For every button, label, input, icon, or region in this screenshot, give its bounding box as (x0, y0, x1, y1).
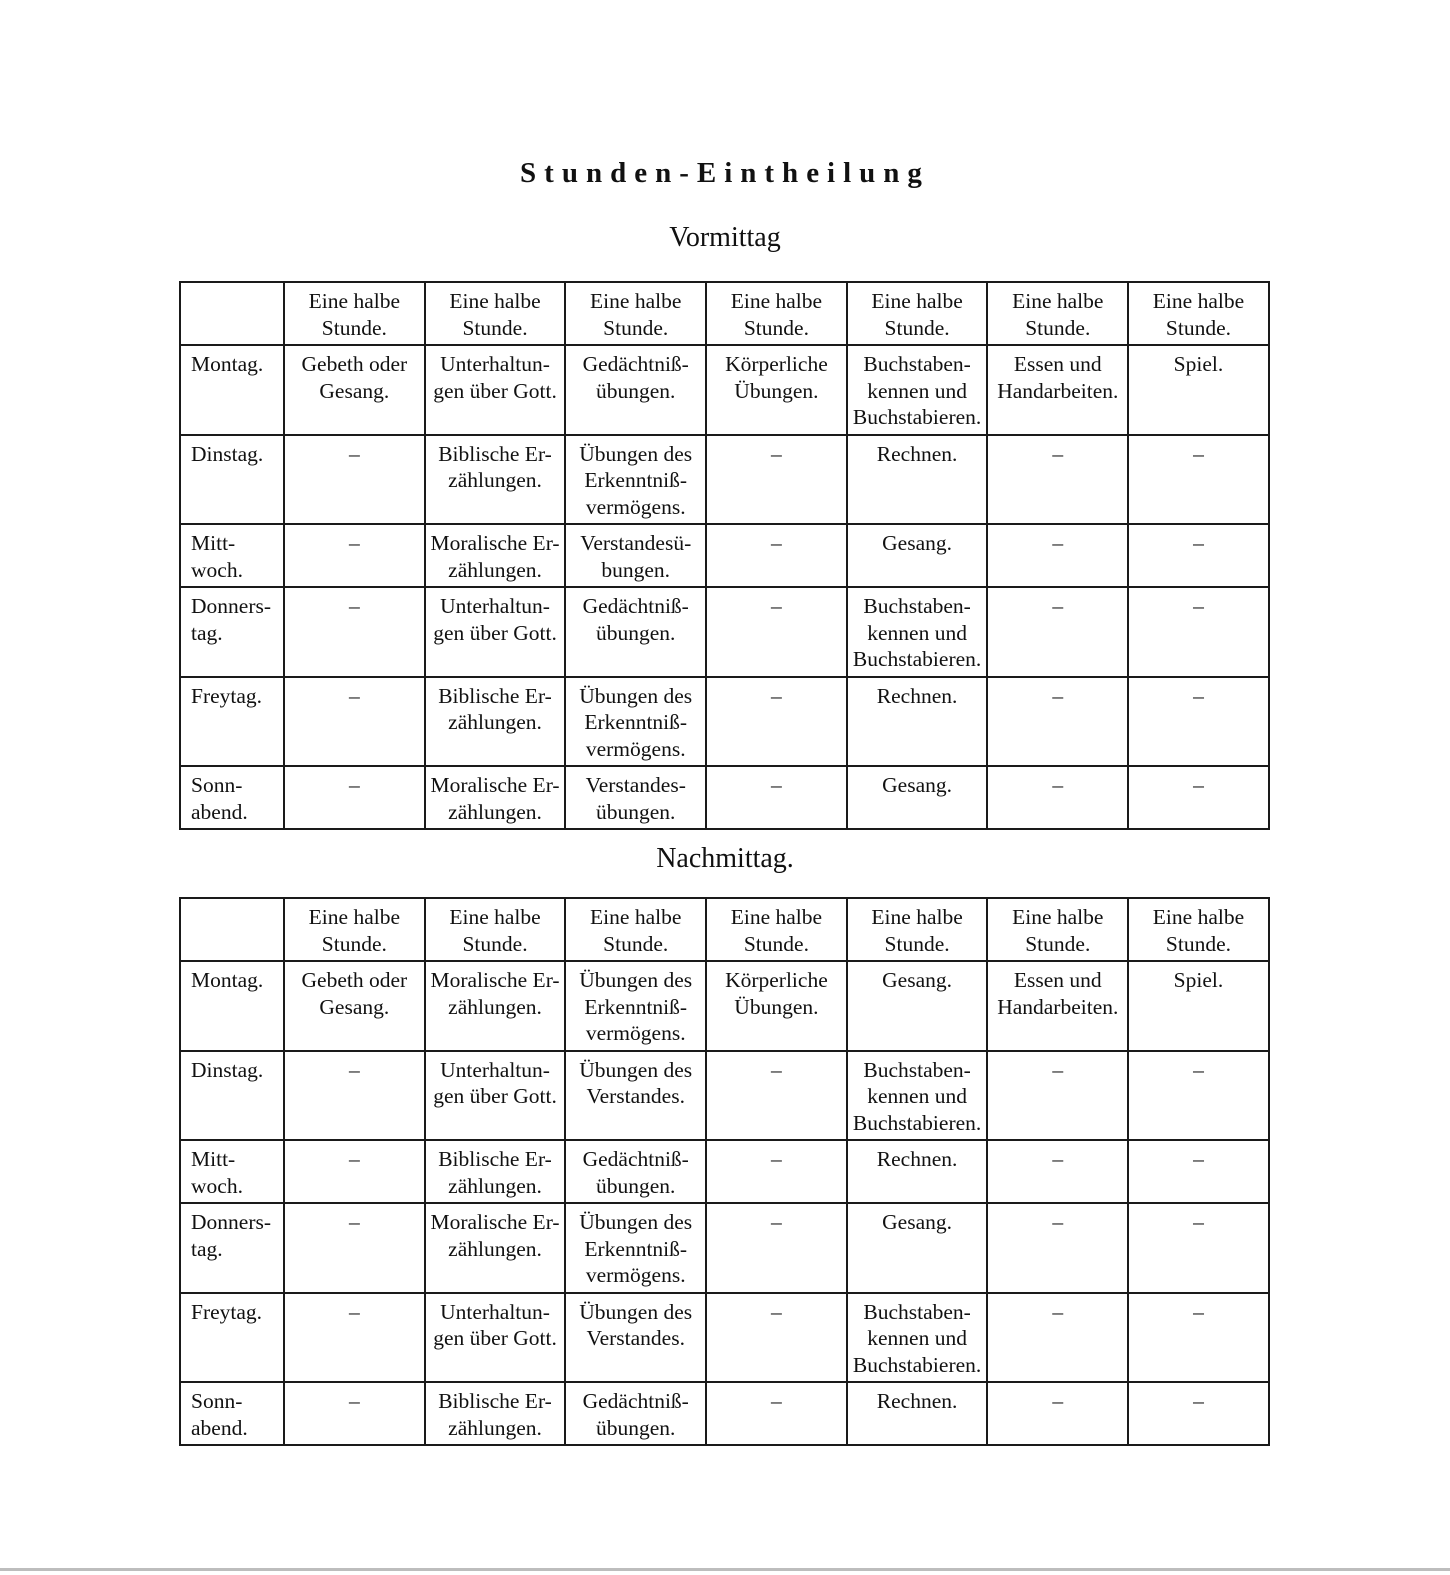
table-cell: – (284, 435, 425, 525)
day-label: Montag. (180, 961, 284, 1051)
header-cell: Eine halbe Stunde. (565, 898, 706, 961)
header-cell: Eine halbe Stunde. (425, 282, 566, 345)
table-cell: – (1128, 1203, 1269, 1293)
table-cell: Gedächtniß- übungen. (565, 345, 706, 435)
table-cell: Rechnen. (847, 1382, 988, 1445)
table-cell: Unterhaltun- gen über Gott. (425, 587, 566, 677)
table-cell: – (1128, 766, 1269, 829)
table-cell: – (706, 435, 847, 525)
table-cell: Rechnen. (847, 1140, 988, 1203)
schedule-table-vormittag (179, 281, 1270, 830)
table-row (180, 766, 1269, 829)
table-cell: Buchstaben- kennen und Buchstabieren. (847, 345, 988, 435)
day-label: Mitt- woch. (180, 524, 284, 587)
table-cell: – (284, 677, 425, 767)
day-label: Donners- tag. (180, 1203, 284, 1293)
table-cell: – (1128, 587, 1269, 677)
table-cell: – (1128, 1051, 1269, 1141)
section-heading-vormittag: Vormittag (669, 222, 781, 253)
table-row (180, 345, 1269, 435)
table-cell: – (706, 524, 847, 587)
table-cell: Übungen des Erkenntniß- vermögens. (565, 1203, 706, 1293)
table-row (180, 524, 1269, 587)
table-cell: – (987, 1140, 1128, 1203)
table-cell: Unterhaltun- gen über Gott. (425, 1293, 566, 1383)
header-cell: Eine halbe Stunde. (1128, 898, 1269, 961)
day-label: Donners- tag. (180, 587, 284, 677)
table-cell: – (987, 1382, 1128, 1445)
table-cell: – (706, 1293, 847, 1383)
table-cell: – (706, 587, 847, 677)
table-cell: – (284, 1203, 425, 1293)
table-cell: Übungen des Verstandes. (565, 1051, 706, 1141)
header-row (180, 282, 1269, 345)
table-cell: Gesang. (847, 524, 988, 587)
table-row (180, 1051, 1269, 1141)
table-cell: – (1128, 1140, 1269, 1203)
table-cell: – (987, 1051, 1128, 1141)
table-row (180, 435, 1269, 525)
table-cell: – (706, 766, 847, 829)
header-cell: Eine halbe Stunde. (987, 898, 1128, 961)
table-cell: Gesang. (847, 961, 988, 1051)
table-cell: – (284, 1382, 425, 1445)
header-row (180, 898, 1269, 961)
table-cell: Moralische Er- zählungen. (425, 961, 566, 1051)
table-cell: Übungen des Erkenntniß- vermögens. (565, 961, 706, 1051)
table-cell: – (987, 587, 1128, 677)
table-cell: Übungen des Verstandes. (565, 1293, 706, 1383)
header-cell: Eine halbe Stunde. (847, 282, 988, 345)
table-cell: Buchstaben- kennen und Buchstabieren. (847, 587, 988, 677)
table-cell: Buchstaben- kennen und Buchstabieren. (847, 1293, 988, 1383)
table-cell: Gesang. (847, 1203, 988, 1293)
table-cell: Verstandesü- bungen. (565, 524, 706, 587)
table-cell: Essen und Handarbeiten. (987, 961, 1128, 1051)
table-cell: – (706, 1140, 847, 1203)
header-cell: Eine halbe Stunde. (1128, 282, 1269, 345)
table-cell: – (284, 1293, 425, 1383)
header-cell: Eine halbe Stunde. (987, 282, 1128, 345)
section-heading-nachmittag: Nachmittag. (656, 843, 794, 874)
table-cell: – (706, 1051, 847, 1141)
corner-cell (180, 898, 284, 961)
table-cell: Gedächtniß- übungen. (565, 587, 706, 677)
table-cell: – (1128, 435, 1269, 525)
table-cell: – (987, 766, 1128, 829)
table-row (180, 587, 1269, 677)
table-cell: – (987, 677, 1128, 767)
table-cell: – (284, 766, 425, 829)
table-cell: Gedächtniß- übungen. (565, 1140, 706, 1203)
table-cell: Verstandes- übungen. (565, 766, 706, 829)
table-cell: – (987, 524, 1128, 587)
table-cell: Übungen des Erkenntniß- vermögens. (565, 435, 706, 525)
day-label: Sonn- abend. (180, 766, 284, 829)
table-row (180, 961, 1269, 1051)
corner-cell (180, 282, 284, 345)
table-cell: – (1128, 1382, 1269, 1445)
header-cell: Eine halbe Stunde. (284, 282, 425, 345)
table-cell: Körperliche Übungen. (706, 961, 847, 1051)
table-cell: – (1128, 677, 1269, 767)
header-cell: Eine halbe Stunde. (284, 898, 425, 961)
table-cell: Spiel. (1128, 345, 1269, 435)
table-cell: Biblische Er- zählungen. (425, 435, 566, 525)
table-cell: Moralische Er- zählungen. (425, 1203, 566, 1293)
table-cell: – (706, 677, 847, 767)
table-cell: – (987, 435, 1128, 525)
table-cell: Unterhaltun- gen über Gott. (425, 1051, 566, 1141)
day-label: Sonn- abend. (180, 1382, 284, 1445)
header-cell: Eine halbe Stunde. (847, 898, 988, 961)
table-row (180, 677, 1269, 767)
table-cell: Unterhaltun- gen über Gott. (425, 345, 566, 435)
table-cell: Gebeth oder Gesang. (284, 345, 425, 435)
table-cell: Rechnen. (847, 677, 988, 767)
table-cell: – (284, 524, 425, 587)
day-label: Montag. (180, 345, 284, 435)
table-cell: – (706, 1203, 847, 1293)
table-cell: Biblische Er- zählungen. (425, 677, 566, 767)
table-cell: – (284, 1051, 425, 1141)
table-cell: Moralische Er- zählungen. (425, 524, 566, 587)
table-cell: Gebeth oder Gesang. (284, 961, 425, 1051)
table-cell: – (284, 587, 425, 677)
table-row (180, 1203, 1269, 1293)
page-edge-divider (0, 1568, 1450, 1571)
table-cell: Gesang. (847, 766, 988, 829)
table-row (180, 1293, 1269, 1383)
day-label: Dinstag. (180, 1051, 284, 1141)
day-label: Freytag. (180, 677, 284, 767)
table-row (180, 1140, 1269, 1203)
table-cell: Übungen des Erkenntniß- vermögens. (565, 677, 706, 767)
day-label: Dinstag. (180, 435, 284, 525)
table-cell: Essen und Handarbeiten. (987, 345, 1128, 435)
day-label: Mitt- woch. (180, 1140, 284, 1203)
table-cell: – (1128, 524, 1269, 587)
table-cell: Rechnen. (847, 435, 988, 525)
header-cell: Eine halbe Stunde. (706, 282, 847, 345)
table-cell: – (987, 1203, 1128, 1293)
table-cell: Moralische Er- zählungen. (425, 766, 566, 829)
header-cell: Eine halbe Stunde. (706, 898, 847, 961)
header-cell: Eine halbe Stunde. (425, 898, 566, 961)
table-cell: – (1128, 1293, 1269, 1383)
table-cell: Biblische Er- zählungen. (425, 1140, 566, 1203)
table-cell: Körperliche Übungen. (706, 345, 847, 435)
header-cell: Eine halbe Stunde. (565, 282, 706, 345)
table-row (180, 1382, 1269, 1445)
table-cell: – (987, 1293, 1128, 1383)
page-title: Stunden-Eintheilung (520, 157, 930, 189)
table-cell: – (706, 1382, 847, 1445)
table-cell: Gedächtniß- übungen. (565, 1382, 706, 1445)
schedule-table-nachmittag (179, 897, 1270, 1446)
table-cell: – (284, 1140, 425, 1203)
day-label: Freytag. (180, 1293, 284, 1383)
table-cell: Spiel. (1128, 961, 1269, 1051)
table-cell: Buchstaben- kennen und Buchstabieren. (847, 1051, 988, 1141)
table-cell: Biblische Er- zählungen. (425, 1382, 566, 1445)
